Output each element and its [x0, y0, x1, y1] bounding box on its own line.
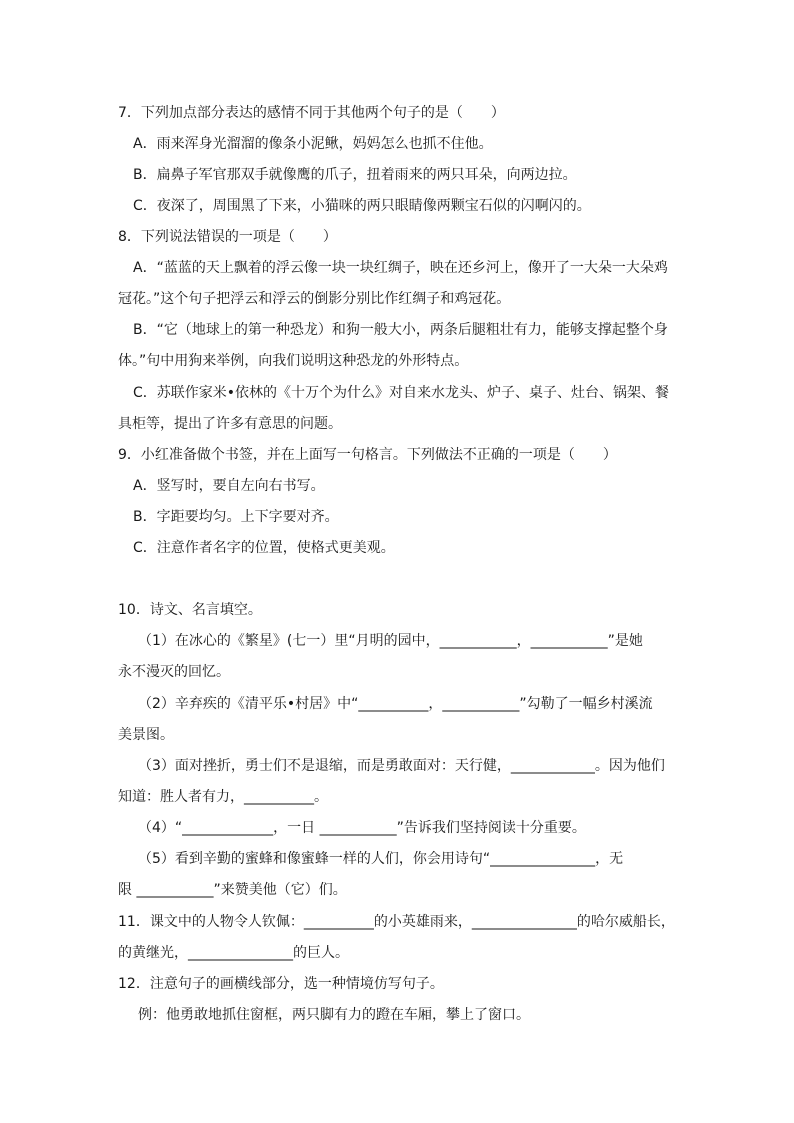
question-12-stem: 12．注意句子的画横线部分，选一种情境仿写句子。	[118, 976, 444, 992]
question-10-stem: 10．诗文、名言填空。	[118, 602, 262, 618]
question-11-line2: 的黄继光，_______________的巨人。	[118, 945, 349, 961]
question-7-option-b: B．扁鼻子军官那双手就像鹰的爪子，扭着雨来的两只耳朵，向两边拉。	[133, 167, 577, 183]
question-8-option-a-line1: A．“蓝蓝的天上飘着的浮云像一块一块红绸子，映在还乡河上，像开了一大朵一大朵鸡	[133, 260, 668, 276]
question-8-option-c-line2: 具柜等，提出了许多有意思的问题。	[118, 416, 342, 432]
question-10-sub1-line1: （1）在冰心的《繁星》(七一）里“月明的园中，___________，___________”是她	[138, 633, 643, 649]
question-8-option-a-line2: 冠花。”这个句子把浮云和浮云的倒影分别比作红绸子和鸡冠花。	[118, 291, 511, 307]
question-9-stem: 9．小红准备做个书签，并在上面写一句格言。下列做法不正确的一项是（ ）	[118, 447, 617, 463]
question-10-sub5-line1: （5）看到辛勤的蜜蜂和像蜜蜂一样的人们，你会用诗句“_______________，无	[138, 851, 624, 867]
question-10-sub2-line1: （2）辛弃疾的《清平乐•村居》中“__________，___________”勾勒了一幅乡村溪流	[138, 696, 653, 712]
question-10-sub3-line2: 知道：胜人者有力，__________。	[118, 789, 328, 805]
question-10-sub3-line1: （3）面对挫折，勇士们不是退缩，而是勇敢面对：天行健，____________。因为他们	[138, 758, 665, 774]
question-9-option-b: B．字距要均匀。上下字要对齐。	[133, 509, 339, 525]
question-12-example: 例：他勇敢地抓住窗框，两只脚有力的蹬在车厢，攀上了窗口。	[138, 1007, 530, 1023]
question-9-option-c: C．注意作者名字的位置，使格式更美观。	[133, 540, 395, 556]
question-10-sub1-line2: 永不漫灭的回忆。	[118, 664, 230, 680]
question-7-stem: 7．下列加点部分表达的感情不同于其他两个句子的是（ ）	[118, 105, 505, 121]
question-10-sub5-line2: 限 ___________”来赞美他（它）们。	[118, 882, 347, 898]
question-10-sub2-line2: 美景图。	[118, 727, 174, 743]
question-10-sub4: （4）“_____________，一日 ___________”告诉我们坚持阅读十分重要。	[138, 820, 586, 836]
question-8-option-b-line1: B．“它（地球上的第一种恐龙）和狗一般大小，两条后腿粗壮有力，能够支撑起整个身	[133, 322, 668, 338]
question-9-option-a: A．竖写时，要自左向右书写。	[133, 478, 325, 494]
question-8-stem: 8．下列说法错误的一项是（ ）	[118, 229, 337, 245]
question-11-line1: 11．课文中的人物令人钦佩：__________的小英雄雨来，_______________的哈尔威船长，	[118, 914, 675, 930]
question-8-option-b-line2: 体。”句中用狗来举例，向我们说明这种恐龙的外形特点。	[118, 353, 469, 369]
question-7-option-a: A．雨来浑身光溜溜的像条小泥鳅，妈妈怎么也抓不住他。	[133, 136, 493, 152]
question-8-option-c-line1: C．苏联作家米•依林的《十万个为什么》对自来水龙头、炉子、桌子、灶台、锅架、餐	[133, 385, 670, 401]
question-7-option-c: C．夜深了，周围黑了下来，小猫咪的两只眼睛像两颗宝石似的闪啊闪的。	[133, 198, 591, 214]
